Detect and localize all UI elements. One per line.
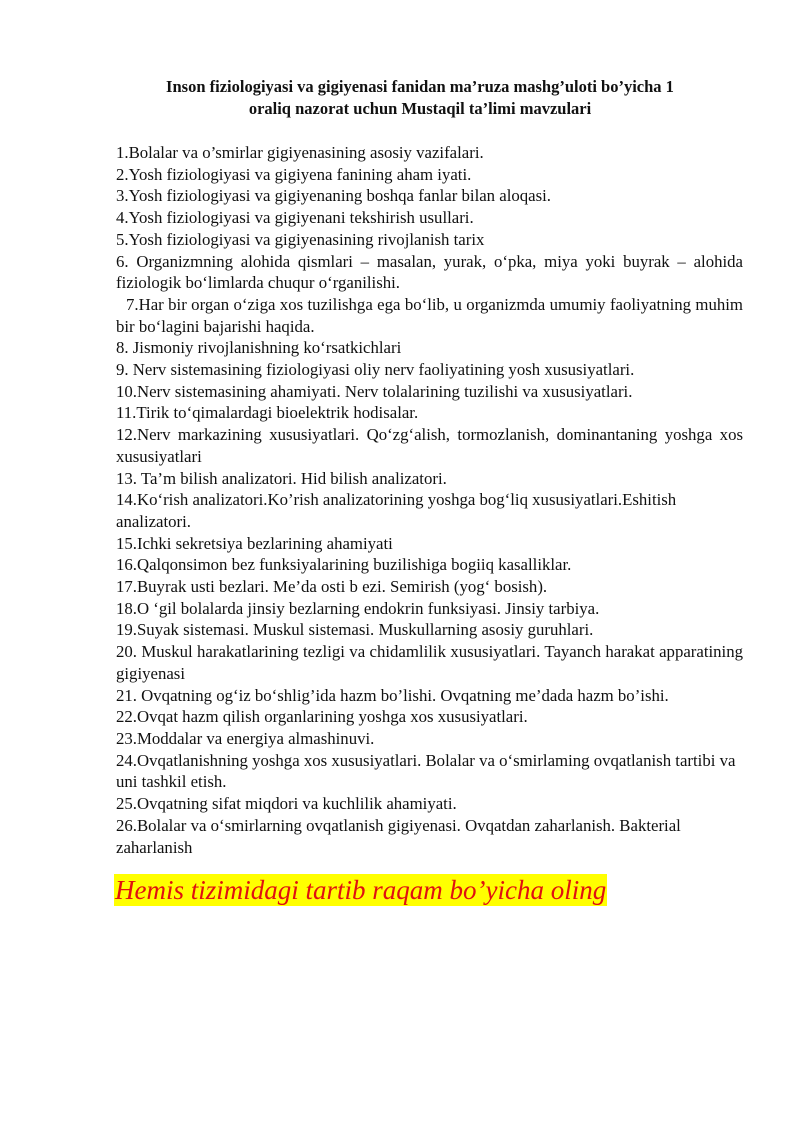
topic-item: 26.Bolalar va o‘smirlarning ovqatlanish gigiyenasi. Ovqatdan zaharlanish. Bakterial zaharlanish xyxy=(116,815,681,857)
topic-item: 16.Qalqonsimon bez funksiyalarining buzilishiga bogiiq kasalliklar. xyxy=(116,555,572,575)
topic-item: 11.Tirik to‘qimalardagi bioelektrik hodisalar. xyxy=(116,403,419,423)
topic-item: 10.Nerv sistemasining ahamiyati. Nerv tolalarining tuzilishi va xususiyatlari. xyxy=(116,381,633,401)
title-line-2: oraliq nazorat uchun Mustaqil ta’limi mavzulari xyxy=(248,99,592,118)
topic-item: 17.Buyrak usti bezlari. Me’da osti b ezi. Semirish (yog‘ bosish). xyxy=(116,577,548,597)
topic-item: 14.Ko‘rish analizatori.Ko’rish analizatorining yoshga bog‘liq xususiyatlari.Eshitish analizatori. xyxy=(116,490,677,531)
topic-item: 7.Har bir organ o‘ziga xos tuzilishga ega bo‘lib, u organizmda umumiy faoliyatning muhim bir bo‘lagini bajarishi haqida. xyxy=(116,294,743,336)
title-line-1: Inson fiziologiyasi va gigiyenasi fanidan ma’ruza mashg’uloti bo’yicha 1 xyxy=(166,77,674,96)
topic-item: 3.Yosh fiziologiyasi va gigiyenaning boshqa fanlar bilan aloqasi. xyxy=(116,186,552,206)
topic-item: 25.Ovqatning sifat miqdori va kuchlilik ahamiyati. xyxy=(116,794,457,814)
topic-item: 2.Yosh fiziologiyasi va gigiyena fanining aham iyati. xyxy=(116,164,472,184)
topic-item: 24.Ovqatlanishning yoshga xos xususiyatlari. Bolalar va o‘smirlaming ovqatlanish tartibi va uni tashkil etish. xyxy=(116,750,736,792)
topic-item: 1.Bolalar va o’smirlar gigiyenasining asosiy vazifalari. xyxy=(116,143,484,162)
topic-item: 21. Ovqatning og‘iz bo‘shlig’ida hazm bo’lishi. Ovqatning me’dada hazm bo’ishi. xyxy=(116,685,669,705)
topic-item: 18.O ‘gil bolalarda jinsiy bezlarning endokrin funksiyasi. Jinsiy tarbiya. xyxy=(116,598,600,618)
topic-list xyxy=(116,142,743,858)
topic-item: 12.Nerv markazining xususiyatlari. Qo‘zg‘alish, tormozlanish, dominantaning yoshga xos xususiyatlari xyxy=(116,425,743,466)
topic-item: 6. Organizmning alohida qismlari – masalan, yurak, o‘pka, miya yoki buyrak – alohida fiziologik bo‘limlarda chuqur o‘rganilishi. xyxy=(116,251,743,293)
topic-item: 13. Ta’m bilish analizatori. Hid bilish analizatori. xyxy=(116,468,447,488)
topic-item: 19.Suyak sistemasi. Muskul sistemasi. Muskullarning asosiy guruhlari. xyxy=(116,620,594,640)
topic-item: 15.Ichki sekretsiya bezlarining ahamiyati xyxy=(116,533,393,553)
topic-item: 4.Yosh fiziologiyasi va gigiyenani tekshirish usullari. xyxy=(116,208,474,228)
document-title xyxy=(100,76,740,120)
topic-item: 9. Nerv sistemasining fiziologiyasi oliy nerv faoliyatining yosh xususiyatlari. xyxy=(116,360,635,380)
topic-item: 20. Muskul harakatlarining tezligi va chidamlilik xususiyatlari. Tayanch harakat apparatining gigiyenasi xyxy=(116,642,743,683)
topic-item: 5.Yosh fiziologiyasi va gigiyenasining rivojlanish tarix xyxy=(116,229,485,249)
topic-item: 23.Moddalar va energiya almashinuvi. xyxy=(116,728,375,748)
highlighted-instruction: Hemis tizimidagi tartib raqam bo’yicha oling xyxy=(115,875,607,905)
topic-item: 22.Ovqat hazm qilish organlarining yoshga xos xususiyatlari. xyxy=(116,707,528,727)
topic-item: 8. Jismoniy rivojlanishning ko‘rsatkichlari xyxy=(116,338,402,358)
